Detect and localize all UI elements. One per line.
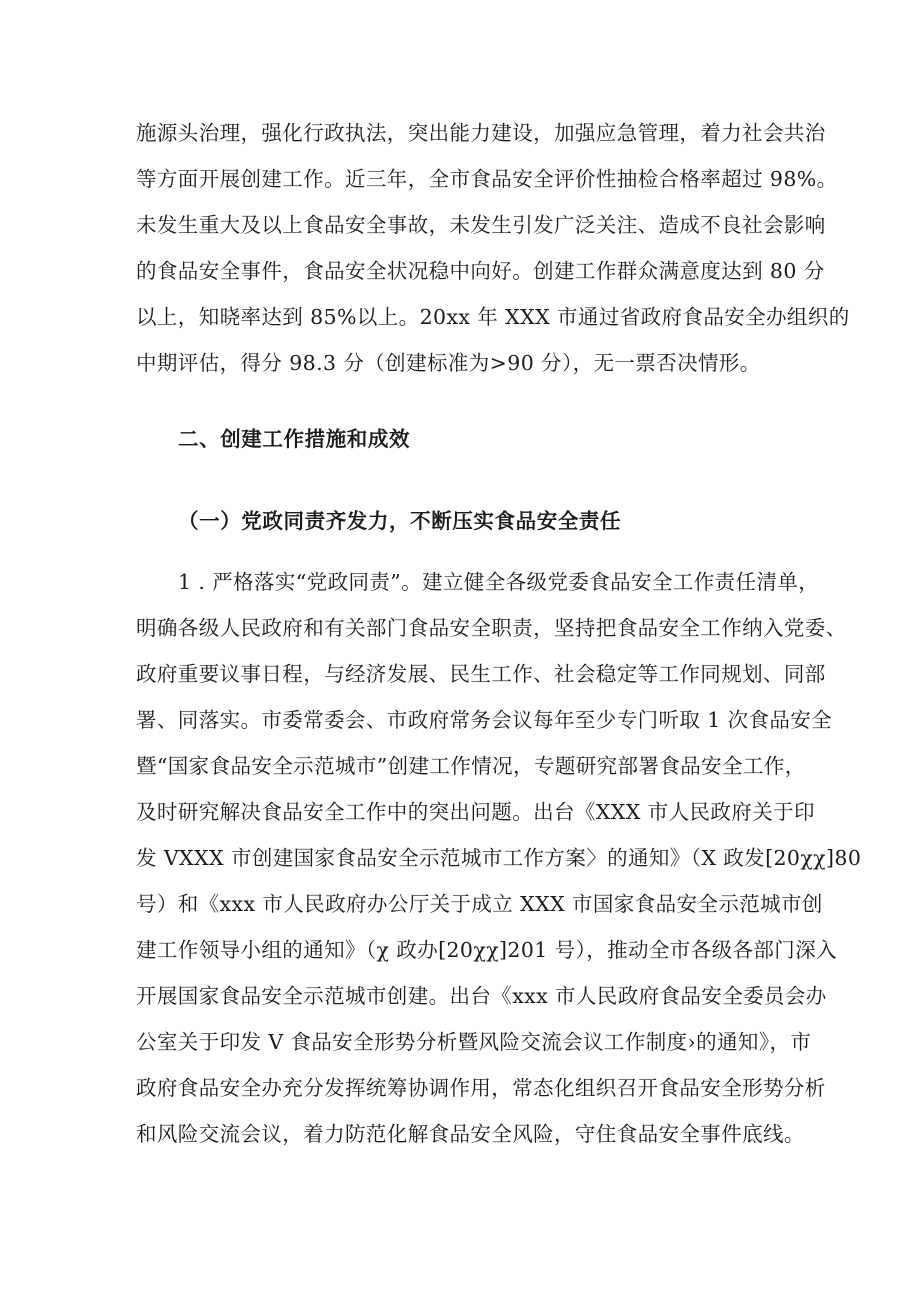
paragraph-line: 建工作领导小组的通知》（χ 政办[20χχ]201 号），推动全市各级各部门深入: [136, 938, 838, 962]
subsection-heading: （一）党政同责齐发力，不断压实食品安全责任: [178, 509, 622, 533]
body-paragraph: [136, 559, 862, 1157]
intro-paragraph: [136, 110, 850, 386]
paragraph-line: 施源头治理，强化行政执法，突出能力建设，加强应急管理，着力社会共治: [136, 121, 826, 145]
paragraph-line: 及时研究解决食品安全工作中的突出问题。出台《XXX 市人民政府关于印: [136, 800, 815, 824]
paragraph-line: 中期评估，得分 98.3 分（创建标准为>90 分），无一票否决情形。: [136, 351, 761, 375]
paragraph-line: 未发生重大及以上食品安全事故，未发生引发广泛关注、造成不良社会影响: [136, 213, 826, 237]
paragraph-line: 等方面开展创建工作。近三年，全市食品安全评价性抽检合格率超过 98%。: [136, 167, 838, 191]
paragraph-line: 政府重要议事日程，与经济发展、民生工作、社会稳定等工作同规划、同部: [136, 662, 826, 686]
paragraph-line: 政府食品安全办充分发挥统筹协调作用，常态化组织召开食品安全形势分析: [136, 1076, 826, 1100]
paragraph-line: 明确各级人民政府和有关部门食品安全职责，坚持把食品安全工作纳入党委、: [136, 616, 847, 640]
paragraph-line: 和风险交流会议，着力防范化解食品安全风险，守住食品安全事件底线。: [136, 1122, 805, 1146]
paragraph-line: 1 . 严格落实“党政同责”。建立健全各级党委食品安全工作责任清单，: [178, 570, 820, 594]
paragraph-line: 的食品安全事件，食品安全状况稳中向好。创建工作群众满意度达到 80 分: [136, 259, 825, 283]
paragraph-line: 公室关于印发 V 食品安全形势分析暨风险交流会议工作制度›的通知》，市: [136, 1030, 812, 1054]
section-heading: 二、创建工作措施和成效: [178, 427, 411, 451]
paragraph-line: 暨“国家食品安全示范城市”创建工作情况，专题研究部署食品安全工作，: [136, 754, 806, 778]
paragraph-line: 署、同落实。市委常委会、市政府常务会议每年至少专门听取 1 次食品安全: [136, 708, 833, 732]
paragraph-line: 发 VXXX 市创建国家食品安全示范城市工作方案〉的通知》（X 政发[20χχ]80: [136, 846, 862, 870]
paragraph-line: 以上，知晓率达到 85%以上。20xx 年 XXX 市通过省政府食品安全办组织的: [136, 305, 850, 329]
paragraph-line: 号）和《xxx 市人民政府办公厅关于成立 XXX 市国家食品安全示范城市创: [136, 892, 823, 916]
paragraph-line: 开展国家食品安全示范城市创建。出台《xxx 市人民政府食品安全委员会办: [136, 984, 827, 1008]
